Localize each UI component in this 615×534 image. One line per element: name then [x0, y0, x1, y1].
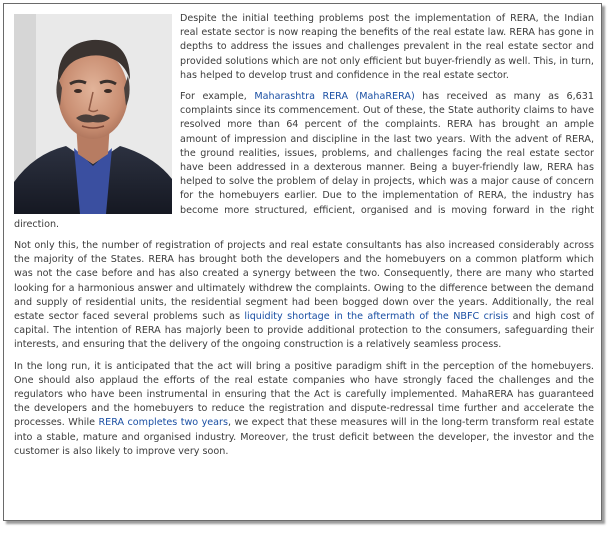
article-frame — [3, 3, 602, 521]
paragraph-3 — [14, 239, 594, 353]
author-photo — [14, 14, 172, 214]
maharera-link[interactable]: Maharashtra RERA (MahaRERA) — [254, 91, 415, 103]
paragraph-3-text-end: and high cost of capital. The intention of RERA has majorly been to provide additional protection to the consumers, safeguarding their interests, and ensuring that the delivery of the ongoing construction is a relatively seamless process. — [14, 311, 594, 351]
rera-two-years-link[interactable]: RERA completes two years — [98, 417, 228, 429]
paragraph-2-text-start: For example, — [180, 91, 255, 103]
paragraph-2-text-end: has received as many as 6,631 complaints since its commencement. Out of these, the State authority claims to have resolved more than 64 percent of the complaints. RERA has brought an ample amount of impression and discipline in the last two years. With the advent of RERA, the ground realities, issues, problems, and challenges facing the real estate sector have been addressed in a dexterous manner. Being a buyer-friendly law, RERA has helped to solve the problem of delay in projects, which was a major cause of concern for the homebuyers earlier. Due to the implementation of RERA, the industry has become more structured, efficient, organised and is moving forward in the right direction. — [14, 91, 594, 230]
author-portrait-image — [14, 14, 172, 214]
article-body — [14, 12, 594, 466]
paragraph-4-text-end: , we expect that these measures will in the long-term transform real estate into a stable, mature and organised industry. Moreover, the trust deficit between the developer, the investor and the customer is also likely to improve very soon. — [14, 417, 594, 457]
nbfc-crisis-link[interactable]: liquidity shortage in the aftermath of the NBFC crisis — [244, 311, 509, 323]
paragraph-3-text-start: Not only this, the number of registration of projects and real estate consultants has also increased considerably across the majority of the States. RERA has brought both the developers and the homebuyers on a common platform which was not the case before and has also created a synergy between the two. Consequently, there are many who started looking for a harmonious answer and ultimately withdrew the complaints. Owing to the difference between the demand and supply of residential units, the residential segment had been bogged down over the years. Additionally, the real estate sector faced several problems such as — [14, 240, 594, 323]
paragraph-4-text-start: In the long run, it is anticipated that the act will bring a positive paradigm shift in the perception of the homebuyers. One should also applaud the efforts of the real estate companies who have strongly faced the challenges and the regulators who have been instrumental in ensuring that the Act is carefully implemented. MahaRERA has guaranteed the developers and the homebuyers to reduce the registration and dispute-redressal time further and accelerate the processes. While — [14, 360, 594, 429]
paragraph-4 — [14, 360, 594, 459]
paragraph-1: Despite the initial teething problems post the implementation of RERA, the Indian real estate sector is now reaping the benefits of the real estate law. RERA has gone in depths to address the issues and challenges prevalent in the real estate sector and provided solutions which are not only efficient but buyer-friendly as well. This, in turn, has helped to develop trust and confidence in the real estate sector. — [180, 13, 594, 81]
